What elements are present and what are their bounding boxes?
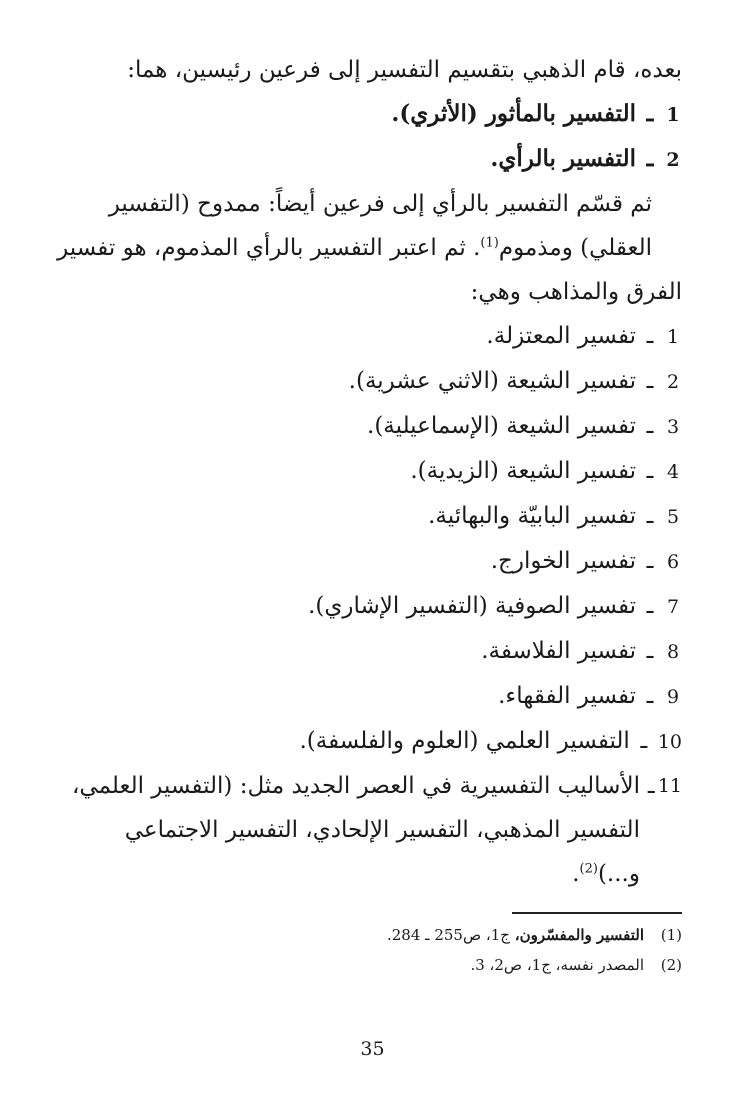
item-text: تفسير الشيعة (الاثني عشرية). xyxy=(348,368,636,394)
list-item xyxy=(72,359,682,404)
item-number: 8 xyxy=(666,641,680,663)
item-number: 2 xyxy=(666,371,680,393)
item-11-text xyxy=(72,764,640,896)
item-dash: ـ xyxy=(646,683,654,709)
item-text: التفسير العلمي (العلوم والفلسفة). xyxy=(299,728,630,754)
item-text: التفسير بالمأثور (الأثري). xyxy=(391,100,636,127)
footnote-title: التفسير والمفسّرون، xyxy=(514,926,644,944)
item-11-line-3-text: و...) xyxy=(597,861,640,887)
item-text: تفسير البابيّة والبهائية. xyxy=(428,503,636,529)
footnote-ref-2: (2) xyxy=(579,861,598,877)
main-item-1 xyxy=(72,92,682,137)
footnote-text: ج1، ص255 ـ 284. xyxy=(386,926,515,944)
paragraph-line-2 xyxy=(57,226,682,270)
item-number: 10 xyxy=(657,731,682,753)
list-item xyxy=(72,449,682,494)
item-11-line-2: التفسير المذهبي، التفسير الإلحادي، التفسير الاجتماعي xyxy=(124,817,640,843)
footnote-ref-1: (1) xyxy=(480,235,499,251)
item-number: 1 xyxy=(666,104,680,126)
list-item xyxy=(72,584,682,629)
item-dash: ـ xyxy=(646,413,654,439)
item-11-end: . xyxy=(572,861,580,887)
list-item xyxy=(72,494,682,539)
item-dash: ـ xyxy=(646,323,654,349)
item-number: 7 xyxy=(666,596,680,618)
item-text: تفسير الخوارج. xyxy=(490,548,636,574)
item-dash: ـ xyxy=(646,548,654,574)
item-dash: ـ xyxy=(646,593,654,619)
item-text: تفسير الشيعة (الزيدية). xyxy=(410,458,636,484)
item-number: 6 xyxy=(666,551,680,573)
list-item xyxy=(72,404,682,449)
paragraph-line-2-start: العقلي) ومذموم xyxy=(498,235,652,261)
paragraph-line-2-end: . ثم اعتبر التفسير بالرأي المذموم، هو تفسير xyxy=(57,235,481,261)
item-text: تفسير الصوفية (التفسير الإشاري). xyxy=(308,593,636,619)
item-number: 11 xyxy=(657,775,682,797)
item-text: تفسير الفقهاء. xyxy=(498,683,636,709)
paragraph-line-1: ثم قسّم التفسير بالرأي إلى فرعين أيضاً: ممدوح (التفسير xyxy=(108,191,652,217)
item-dash: ـ xyxy=(646,368,654,394)
list-item xyxy=(72,629,682,674)
item-dash: ـ xyxy=(646,458,654,484)
paragraph xyxy=(57,182,682,314)
item-dash: ـ xyxy=(646,100,654,127)
list-item xyxy=(72,314,682,359)
item-text: التفسير بالرأي. xyxy=(490,145,636,172)
item-number: 9 xyxy=(666,686,680,708)
footnote-number: (1) xyxy=(660,926,682,944)
footnotes xyxy=(72,912,682,980)
page-body xyxy=(57,48,682,896)
item-number: 4 xyxy=(666,461,680,483)
footnote-number: (2) xyxy=(660,956,682,974)
list-item xyxy=(72,539,682,584)
item-11-line-1: الأساليب التفسيرية في العصر الجديد مثل: (التفسير العلمي، xyxy=(72,773,640,799)
list-item xyxy=(72,674,682,719)
item-dash: ـ xyxy=(646,145,654,172)
item-number: 1 xyxy=(666,326,680,348)
item-dash: ـ xyxy=(640,728,648,754)
item-dash: ـ xyxy=(646,503,654,529)
page-number: 35 xyxy=(360,1038,385,1060)
paragraph-line-3: الفرق والمذاهب وهي: xyxy=(470,279,682,305)
item-dash: ـ xyxy=(647,773,655,799)
item-text: تفسير الفلاسفة. xyxy=(481,638,636,664)
footnote-text: المصدر نفسه، ج1، ص2، 3. xyxy=(470,956,644,974)
main-item-2 xyxy=(72,137,682,182)
item-text: تفسير المعتزلة. xyxy=(486,323,636,349)
item-number: 5 xyxy=(666,506,680,528)
intro-line: بعده، قام الذهبي بتقسيم التفسير إلى فرعين رئيسين، هما: xyxy=(127,57,682,83)
item-11-line-3 xyxy=(72,852,640,896)
footnote-divider xyxy=(512,912,682,914)
list-item-11 xyxy=(72,764,682,896)
item-number: 3 xyxy=(666,416,680,438)
footnote-1 xyxy=(72,920,682,950)
item-text: تفسير الشيعة (الإسماعيلية). xyxy=(367,413,636,439)
item-dash: ـ xyxy=(646,638,654,664)
footnote-2 xyxy=(72,950,682,980)
item-number: 2 xyxy=(666,149,680,171)
list-item xyxy=(72,719,682,764)
